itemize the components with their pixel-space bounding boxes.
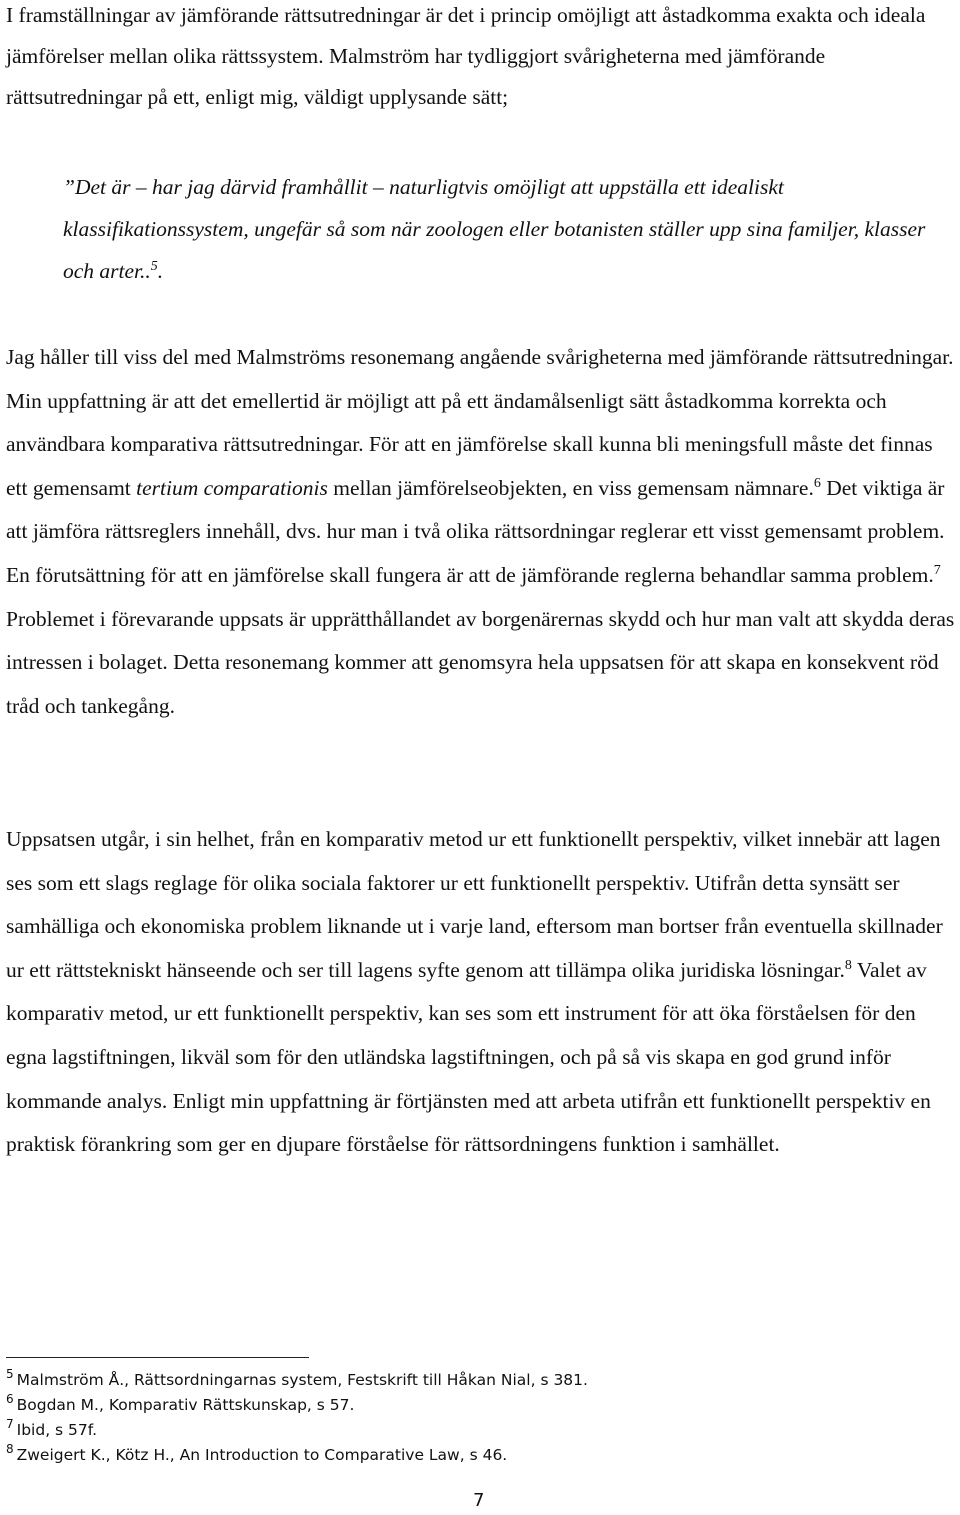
- paragraph-text: Valet av komparativ metod, ur ett funktionellt perspektiv, kan ses som ett instrument för att öka förståelsen för den egna lagstiftningen, likväl som för den utländska lagstiftningen, och på så vis skapa en god grund inför kommande analys. Enligt min uppfattning är förtjänsten med att arbeta utifrån ett funktionellt perspektiv en praktisk förankring som ger en djupare förståelse för rättsordningens funktion i samhället.: [6, 957, 931, 1157]
- footnote-text: Malmström Å., Rättsordningarnas system, Festskrift till Håkan Nial, s 381.: [16, 1371, 588, 1389]
- footnote-number: 8: [6, 1442, 14, 1456]
- paragraph-intro: I framställningar av jämförande rättsutredningar är det i princip omöjligt att åstadkomma exakta och ideala jämförelser mellan olika rättssystem. Malmström har tydliggjort svårigheterna med jämförande rättsutredningar på ett, enligt mig, väldigt upplysande sätt;: [6, 3, 926, 109]
- block-quote: [63, 166, 943, 292]
- footnote-ref-6: 6: [813, 475, 821, 491]
- footnote-number: 5: [6, 1367, 14, 1381]
- paragraph-comparison: [6, 336, 958, 728]
- quote-text: ”Det är – har jag därvid framhållit – naturligtvis omöjligt att uppställa ett idealiskt klassifikationssystem, ungefär så som när zoologen eller botanisten ställer upp sina familjer, klasser och arter..: [63, 175, 926, 283]
- paragraph-text: Jag håller till viss del med Malmströms resonemang angående svårigheterna med jämförande rättsutredningar. Min uppfattning är att det emellertid är möjligt att på ett ändamålsenligt sätt åstadkomma korrekta och användbara komparativa rättsutredningar. För att en jämförelse skall kunna bli meningsfull måste det finnas ett gemensamt: [6, 345, 954, 500]
- paragraph-text: Problemet i förevarande uppsats är upprätthållandet av borgenärernas skydd och hur man valt att skydda deras intressen i bolaget. Detta resonemang kommer att genomsyra hela uppsatsen för att skapa en konsekvent röd tråd och tankegång.: [6, 606, 955, 718]
- footnotes: [6, 1368, 906, 1468]
- paragraph-text: Uppsatsen utgår, i sin helhet, från en komparativ metod ur ett funktionellt perspektiv, vilket innebär att lagen ses som ett slags reglage för olika sociala faktorer ur ett funktionellt perspektiv. Utifrån detta synsätt ser samhälliga och ekonomiska problem liknande ut i varje land, eftersom man bortser från eventuella skillnader ur ett rättstekniskt hänseende och ser till lagens syfte genom att tillämpa olika juridiska lösningar.: [6, 827, 943, 982]
- paragraph-text: Det viktiga är att jämföra rättsreglers innehåll, dvs. hur man i två olika rättsordningar reglerar ett visst gemensamt problem. En förutsättning för att en jämförelse skall fungera är att de jämförande reglerna behandlar samma problem.: [6, 475, 945, 587]
- footnote-number: 7: [6, 1417, 14, 1431]
- paragraph-text: mellan jämförelseobjekten, en viss gemensam nämnare.: [327, 475, 814, 500]
- footnote-ref-8: 8: [844, 957, 852, 973]
- footnote-5: [6, 1368, 906, 1393]
- footnote-text: Ibid, s 57f.: [16, 1421, 98, 1439]
- footnote-ref-7: 7: [933, 562, 941, 578]
- footnote-6: [6, 1393, 906, 1418]
- footnote-number: 6: [6, 1392, 14, 1406]
- page-number: 7: [473, 1490, 485, 1511]
- quote-end: .: [157, 259, 164, 283]
- footnote-8: [6, 1443, 906, 1468]
- footnote-separator: [6, 1357, 309, 1358]
- italic-term: tertium comparationis: [136, 475, 328, 500]
- footnote-ref-5: 5: [150, 259, 158, 274]
- paragraph-method: [6, 818, 958, 1167]
- footnote-text: Bogdan M., Komparativ Rättskunskap, s 57.: [16, 1396, 355, 1414]
- footnote-text: Zweigert K., Kötz H., An Introduction to Comparative Law, s 46.: [16, 1446, 508, 1464]
- footnote-7: [6, 1418, 906, 1443]
